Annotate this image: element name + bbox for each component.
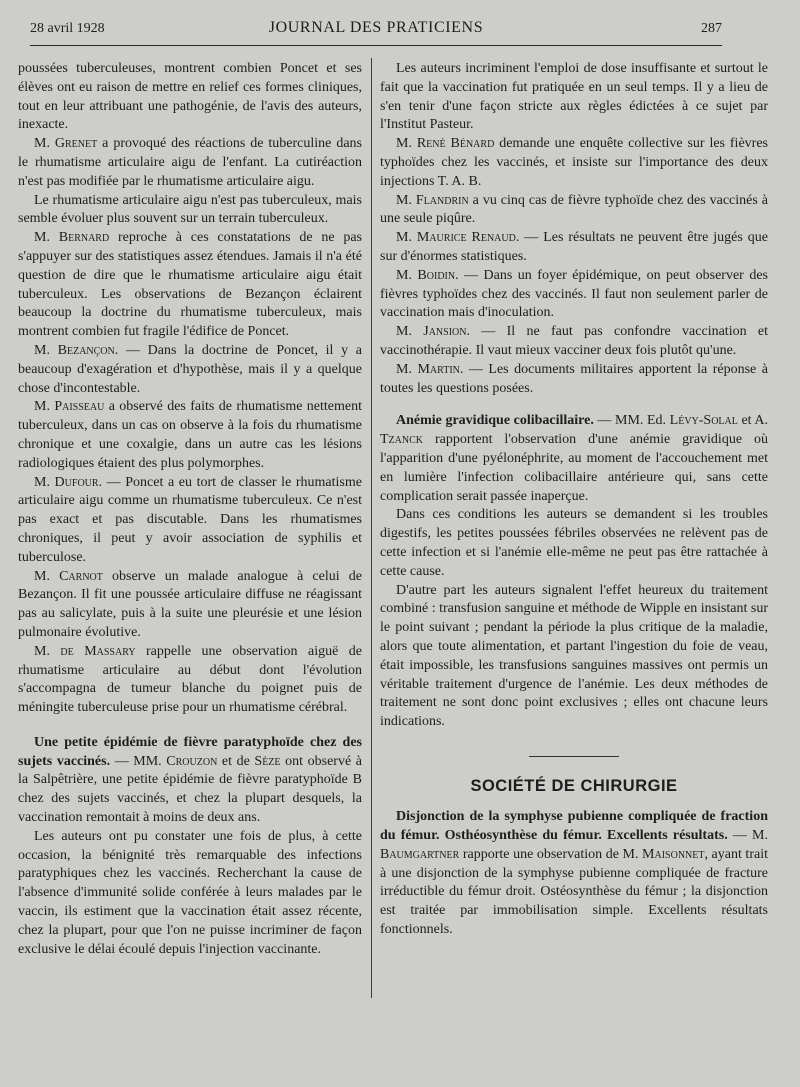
journal-title: JOURNAL DES PRATICIENS [268, 19, 484, 36]
speaker-name: M. Carnot [34, 568, 103, 584]
speaker-name: M. Paisseau [34, 399, 105, 415]
paragraph: M. Boidin. — Dans un foyer épidémique, on peut observer des fièvres typhoïdes chez des vaccinés. Il faut non seulement parler de vaccination mais d'inoculation. [380, 267, 768, 321]
paragraph: M. Jansion. — Il ne faut pas confondre vaccination et vaccinothérapie. Il vaut mieux vacciner deux fois plutôt qu'une. [380, 324, 768, 358]
speaker-name: M. Boidin. [396, 267, 459, 283]
paragraph: M. Grenet a provoqué des réactions de tuberculine dans le rhumatisme articulaire aigu de l'enfant. La cutiréaction n'est pas modifiée par le rhumatisme articulaire aigu. [18, 136, 362, 189]
page-number: 287 [701, 21, 722, 36]
left-column [18, 60, 362, 959]
paragraph: M. de Massary rappelle une observation aiguë de rhumatisme articulaire au début dont l'évolution s'accompagna de tumeur blanche du poignet puis de méningite tuberculeuse prise pour un rhumatisme cérébral. [18, 643, 362, 716]
article-title: Disjonction de la symphyse pubienne compliquée de fraction du fémur. Osthéosynthèse du fémur. Excellents résultats. [380, 809, 768, 843]
article-title: Anémie gravidique colibacillaire. [396, 413, 594, 429]
paragraph: M. Flandrin a vu cinq cas de fièvre typhoïde chez des vaccinés à une seule piqûre. [380, 192, 768, 227]
speaker-name: M. de Massary [34, 643, 136, 659]
article-title: Une petite épidémie de fièvre paratyphoïde chez des sujets vaccinés. [18, 734, 362, 769]
paragraph: M. Paisseau a observé des faits de rhumatisme nettement tuberculeux, dans un cas on observe à la fois du rhumatisme chronique et une coxalgie, dans un autre cas les lésions radiologiques étaient des plus polymorphes. [18, 399, 362, 471]
right-column [380, 60, 768, 940]
article-paragraph: Une petite épidémie de fièvre paratyphoïde chez des sujets vaccinés. — MM. Crouzon et de Sèze ont observé à la Salpêtrière, une petite épidémie de fièvre paratyphoïde B chez des sujets vaccinés, et chez la plupart desquels, la vaccination remontait à moins de deux ans. [18, 734, 362, 826]
speaker-name: M. Grenet [34, 136, 98, 152]
speaker-name: M. Flandrin [396, 192, 469, 208]
paragraph: M. Bernard reproche à ces constatations de ne pas s'appuyer sur des statistiques assez étendues. Jamais il n'a été question de dire que le rhumatisme articulaire aigu était tuberculeux. Les observations de Bezançon éclairent beaucoup la doctrine du rhumatisme tuberculeux, mais montrent combien fut fragile l'édifice de Poncet. [18, 230, 362, 340]
column-divider [371, 58, 372, 998]
speaker-name: M. Dufour. [34, 474, 103, 490]
article-paragraph: Anémie gravidique colibacillaire. — MM. Ed. Lévy-Solal et A. Tzanck rapportent l'observation d'une anémie gravidique où l'apparition d'une pyélonéphrite, au moment de l'accouchement met en lumière l'infection colibacillaire antérieure qui, sans cette complication serait passée inaperçue. [380, 413, 768, 504]
speaker-name: M. Martin. [396, 361, 464, 377]
speaker-name: M. Bernard [34, 230, 110, 246]
paragraph: M. Carnot observe un malade analogue à celui de Bezançon. Il fit une poussée articulaire diffuse ne réagissant pas au salicylate, puis à la suite une pleurésie et une lésion pulmonaire évolutive. [18, 568, 362, 640]
author-name: Crouzon [166, 753, 218, 769]
section-separator [529, 756, 619, 758]
paragraph: M. Dufour. — Poncet a eu tort de classer le rhumatisme articulaire aigu comme un rhumatisme tuberculeux. Ce n'est pas exact et pas discutable. Dans les rhumatismes chroniques, il peut y avoir association de syphilis et tuberculose. [18, 474, 362, 565]
paragraph: Le rhumatisme articulaire aigu n'est pas tuberculeux, mais semble évoluer plus souvent sur un terrain tuberculeux. [18, 192, 362, 227]
speaker-name: M. Maurice Renaud. [396, 230, 520, 246]
section-heading: SOCIÉTÉ DE CHIRURGIE [470, 777, 678, 796]
author-name: Maisonnet [642, 846, 705, 862]
paragraph: Les auteurs ont pu constater une fois de plus, à cette occasion, la bénignité très remarquable des infections paratyphiques chez les vaccinés. Recherchant la cause de l'absence d'immunité solide conférée à leurs malades par le vaccin, ils estiment que la vaccination était assez récente, chez la plupart, pour que l'on ne puisse incriminer de façon exclusive le délai écoulé depuis l'injection vaccinante. [18, 828, 362, 957]
author-name: Tzanck [380, 432, 423, 448]
paragraph: M. Martin. — Les documents militaires apportent la réponse à toutes les questions posées. [380, 361, 768, 396]
paragraph: poussées tuberculeuses, montrent combien Poncet et ses élèves ont eu raison de mettre en relief ces formes cliniques, tout en leur attribuant une pathogénie, de l'avis des auteurs, inexacte. [18, 61, 362, 133]
speaker-name: M. René Bénard [396, 136, 495, 152]
paragraph: D'autre part les auteurs signalent l'effet heureux du traitement combiné : transfusion sanguine et méthode de Wipple en insistant sur le point suivant ; pendant la période la plus critique de la maladie, alors que toute alimentation, et partant l'ingestion du foie de veau, était impossible, les transfusions sanguines massives ont permis un véritable traitement d'urgence de l'anémie. Les deux méthodes de traitement ne sont donc point exclusives ; elles ont chacune leurs indications. [380, 582, 768, 730]
author-name: Lévy-Solal [669, 413, 738, 429]
paragraph: M. René Bénard demande une enquête collective sur les fièvres typhoïdes chez les vaccinés, et insiste sur l'importance des deux injections T. A. B. [380, 136, 768, 189]
speaker-name: M. Bezançon. [34, 342, 119, 358]
paragraph: Dans ces conditions les auteurs se demandent si les troubles digestifs, les petites poussées fébriles observées ne relèvent pas de cette infection et si l'anémie elle-même ne peut pas être rattachée à cette cause. [380, 507, 768, 579]
issue-date: 28 avril 1928 [30, 21, 105, 36]
author-name: Sèze [254, 753, 281, 769]
speaker-name: M. Jansion. [396, 324, 470, 340]
paragraph: Les auteurs incriminent l'emploi de dose insuffisante et surtout le fait que la vaccination fut pratiquée en un seul temps. Il y a lieu de s'en tenir d'une façon stricte aux règles édictées à ce sujet par l'Institut Pasteur. [380, 61, 768, 133]
paragraph: M. Bezançon. — Dans la doctrine de Poncet, il y a beaucoup d'exagération et d'hypothèse, mais il y a quelque chose d'incontestable. [18, 342, 362, 396]
author-name: Baumgartner [380, 846, 460, 862]
page-header [30, 17, 722, 46]
article-paragraph: Disjonction de la symphyse pubienne compliquée de fraction du fémur. Osthéosynthèse du fémur. Excellents résultats. — M. Baumgartner rapporte une observation de M. Maisonnet, ayant trait à une disjonction de la symphyse pubienne compliquée de fracture irréductible du fémur droit. Ostéosynthèse du fémur ; la disjonction est traitée par immobilisation simple. Excellents résultats fonctionnels. [380, 809, 768, 937]
paragraph: M. Maurice Renaud. — Les résultats ne peuvent être jugés que sur d'énormes statistiques. [380, 230, 769, 264]
